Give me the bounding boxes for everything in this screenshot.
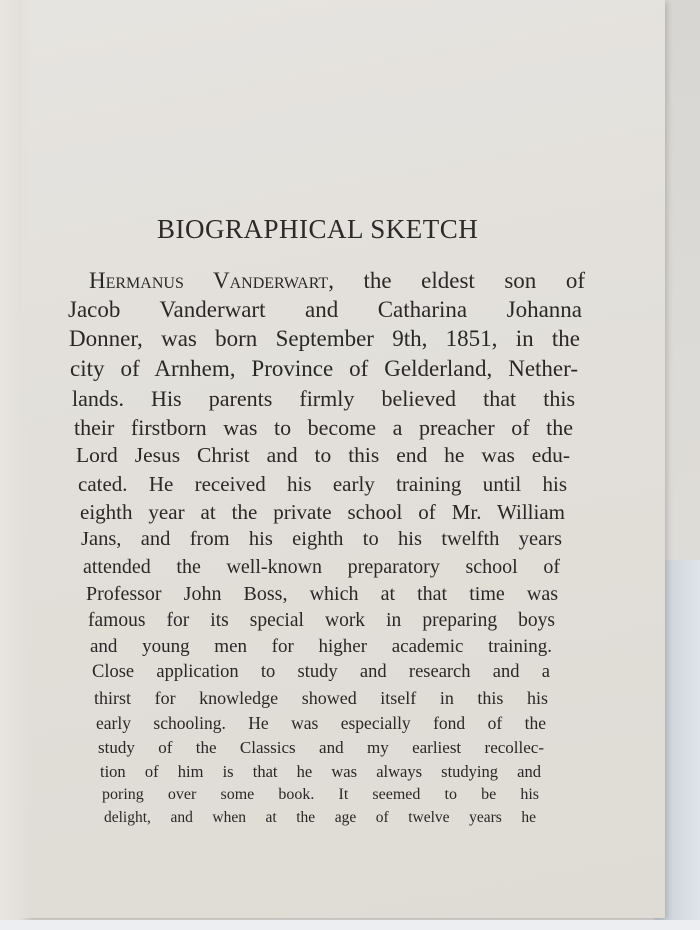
- text-line-10: Jans, and from his eighth to his twelfth years: [81, 528, 562, 550]
- text-line-20: poring over some book. It seemed to be his: [102, 786, 539, 803]
- text-line-3: Donner, was born September 9th, 1851, in the: [69, 326, 580, 351]
- text-line-21: delight, and when at the age of twelve years he: [104, 809, 536, 826]
- text-line-11: attended the well-known preparatory school of: [83, 556, 560, 578]
- text-line-18: study of the Classics and my earliest recollec-: [98, 738, 544, 757]
- text-line-19: tion of him is that he was always studying and: [100, 762, 541, 781]
- text-line-1-rest: , the eldest son of: [328, 268, 585, 293]
- opening-name: Hermanus Vanderwart: [89, 268, 329, 293]
- text-line-2: Jacob Vanderwart and Catharina Johanna: [68, 297, 582, 322]
- text-line-15: Close application to study and research and a: [92, 662, 550, 682]
- text-line-14: and young men for higher academic training.: [90, 636, 552, 657]
- page-title: BIOGRAPHICAL SKETCH: [157, 214, 479, 244]
- text-line-5: lands. His parents firmly believed that this: [72, 386, 575, 411]
- text-line-9: eighth year at the private school of Mr. William: [80, 500, 565, 524]
- text-line-13: famous for its special work in preparing boys: [88, 610, 555, 631]
- text-line-12: Professor John Boss, which at that time was: [86, 583, 558, 605]
- text-line-8: cated. He received his early training until his: [78, 472, 567, 496]
- text-line-6: their firstborn was to become a preacher of the: [74, 415, 573, 440]
- text-line-1: [89, 268, 585, 294]
- text-line-17: early schooling. He was especially fond of the: [96, 713, 546, 733]
- text-line-7: Lord Jesus Christ and to this end he was edu-: [76, 443, 570, 467]
- text-line-16: thirst for knowledge showed itself in this his: [94, 688, 548, 708]
- text-line-4: city of Arnhem, Province of Gelderland, Nether-: [70, 356, 578, 381]
